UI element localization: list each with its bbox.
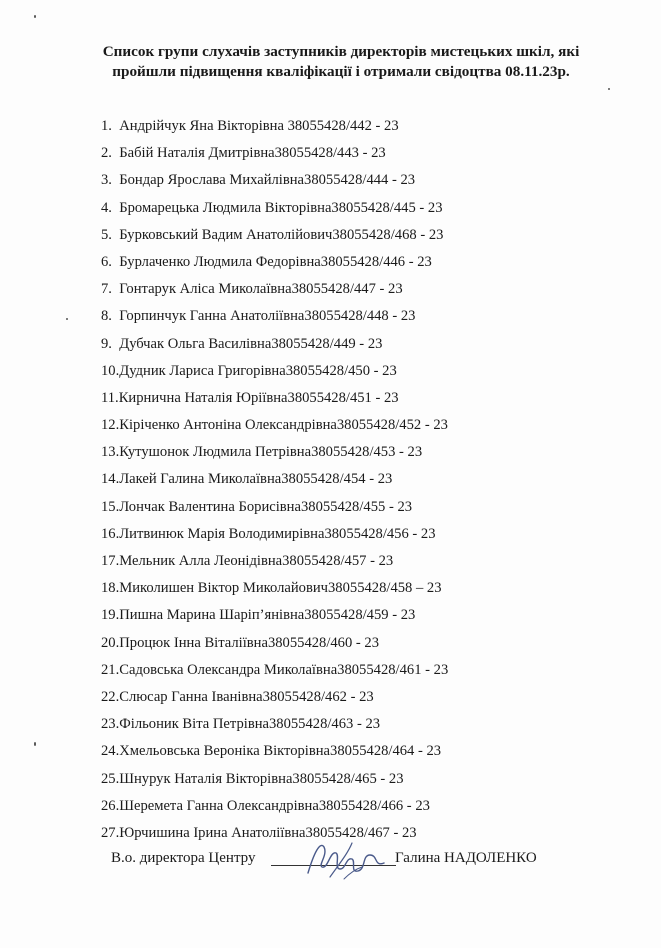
list-item-number: 20. [101, 634, 120, 651]
list-item-number: 24. [101, 743, 120, 760]
list-item [101, 796, 448, 823]
list-item-number: 17. [101, 553, 120, 569]
list-item-text: Горпинчук Ганна Анатоліївна38055428/448 - 23 [119, 308, 416, 325]
list-item-number: 23. [101, 716, 120, 733]
list-item-number: 3. [101, 172, 112, 189]
list-item [101, 198, 448, 225]
scan-speck [34, 742, 36, 746]
list-item [101, 660, 448, 687]
list-item-text: Садовська Олександра Миколаївна38055428/461 - 23 [119, 661, 449, 678]
list-item-text: Лончак Валентина Борисівна38055428/455 - 23 [119, 498, 413, 515]
list-item [101, 714, 448, 741]
list-item-number: 5. [101, 226, 112, 243]
list-item-number: 16. [101, 525, 120, 542]
list-item-number: 13. [101, 444, 120, 461]
list-item-number: 18. [101, 580, 120, 597]
list-item-number: 21. [101, 661, 120, 678]
list-item-text: Литвинюк Марія Володимирівна38055428/456 - 23 [119, 525, 436, 542]
scan-speck [34, 15, 36, 18]
list-item-number: 27. [101, 824, 120, 841]
list-item [101, 578, 448, 605]
list-item-text: Хмельовська Вероніка Вікторівна38055428/464 - 23 [119, 743, 442, 760]
list-item-text: Бабій Наталія Дмитрівна38055428/443 - 23 [119, 145, 386, 162]
list-item-number: 6. [101, 253, 112, 270]
list-item [101, 497, 448, 524]
list-item-number: 4. [101, 199, 112, 216]
list-item [101, 116, 448, 143]
list-item [101, 769, 448, 796]
signatory-position: В.о. директора Центру [111, 850, 256, 866]
list-item-text: Фільоник Віта Петрівна38055428/463 - 23 [119, 716, 381, 733]
title-line-1: Список групи слухачів заступників директорів мистецьких шкіл, які [102, 43, 580, 60]
list-item [101, 143, 448, 170]
list-item-text: Кіріченко Антоніна Олександрівна38055428/452 - 23 [119, 417, 448, 434]
handwritten-signature [300, 833, 390, 883]
list-item-text: Лакей Галина Миколаївна38055428/454 - 23 [119, 471, 393, 488]
list-item-number: 10. [101, 362, 120, 379]
list-item-text: Гонтарук Аліса Миколаївна38055428/447 - 23 [119, 281, 403, 298]
list-item-number: 1. [101, 118, 112, 134]
list-item-text: Дубчак Ольга Василівна38055428/449 - 23 [119, 335, 383, 352]
list-item-text: Юрчишина Ірина Анатоліївна38055428/467 - 23 [119, 824, 417, 841]
list-item [101, 633, 448, 660]
list-item-text: Бурковський Вадим Анатолійович38055428/468 - 23 [119, 226, 444, 243]
list-item-number: 26. [101, 797, 120, 814]
scan-speck [608, 88, 610, 90]
list-item [101, 361, 448, 388]
list-item [101, 524, 448, 551]
list-item [101, 388, 448, 415]
list-item-number: 2. [101, 145, 112, 162]
list-item-text: Дудник Лариса Григорівна38055428/450 - 23 [119, 362, 397, 379]
list-item [101, 170, 448, 197]
list-item-number: 14. [101, 471, 120, 488]
list-item-number: 9. [101, 335, 112, 352]
list-item [101, 225, 448, 252]
list-item-text: Бондар Ярослава Михайлівна38055428/444 - 23 [119, 172, 416, 189]
list-item-text: Мельник Алла Леонідівна38055428/457 - 23 [119, 553, 394, 569]
list-item-number: 25. [101, 770, 120, 787]
list-item-text: Процюк Інна Віталіївна38055428/460 - 23 [119, 634, 380, 651]
list-item-text: Кирнична Наталія Юріївна38055428/451 - 23 [118, 389, 399, 406]
list-item-text: Андрійчук Яна Вікторівна 38055428/442 - 23 [119, 118, 399, 134]
list-item-text: Кутушонок Людмила Петрівна38055428/453 - 23 [119, 444, 423, 461]
list-item-text: Шнурук Наталія Вікторівна38055428/465 - 23 [119, 770, 404, 787]
list-item-text: Шеремета Ганна Олександрівна38055428/466 - 23 [119, 797, 430, 814]
scan-speck [66, 318, 68, 320]
list-item-number: 22. [101, 688, 120, 705]
document-title [60, 42, 622, 82]
list-item [101, 279, 448, 306]
list-item-number: 7. [101, 281, 112, 298]
list-item [101, 551, 448, 578]
list-item-text: Бурлаченко Людмила Федорівна38055428/446 - 23 [119, 253, 432, 270]
list-item [101, 306, 448, 333]
list-item [101, 741, 448, 768]
list-item [101, 334, 448, 361]
list-item-number: 12. [101, 417, 120, 434]
students-list [101, 116, 448, 850]
list-item-number: 8. [101, 308, 112, 325]
title-line-2: пройшли підвищення кваліфікації і отримали свідоцтва 08.11.23р. [112, 63, 570, 80]
list-item [101, 823, 448, 850]
list-item-number: 19. [101, 607, 120, 624]
list-item-text: Слюсар Ганна Іванівна38055428/462 - 23 [119, 688, 374, 705]
list-item-number: 15. [101, 498, 120, 515]
list-item-text: Бромарецька Людмила Вікторівна38055428/445 - 23 [119, 199, 443, 216]
list-item [101, 442, 448, 469]
list-item [101, 252, 448, 279]
list-item [101, 605, 448, 632]
signatory-name: Галина НАДОЛЕНКО [395, 850, 537, 866]
list-item [101, 469, 448, 496]
list-item-text: Миколишен Віктор Миколайович38055428/458 – 23 [119, 580, 442, 597]
list-item-number: 11. [101, 389, 119, 406]
list-item-text: Пишна Марина Шаріп’янівна38055428/459 - 23 [119, 607, 416, 624]
list-item [101, 415, 448, 442]
list-item [101, 687, 448, 714]
